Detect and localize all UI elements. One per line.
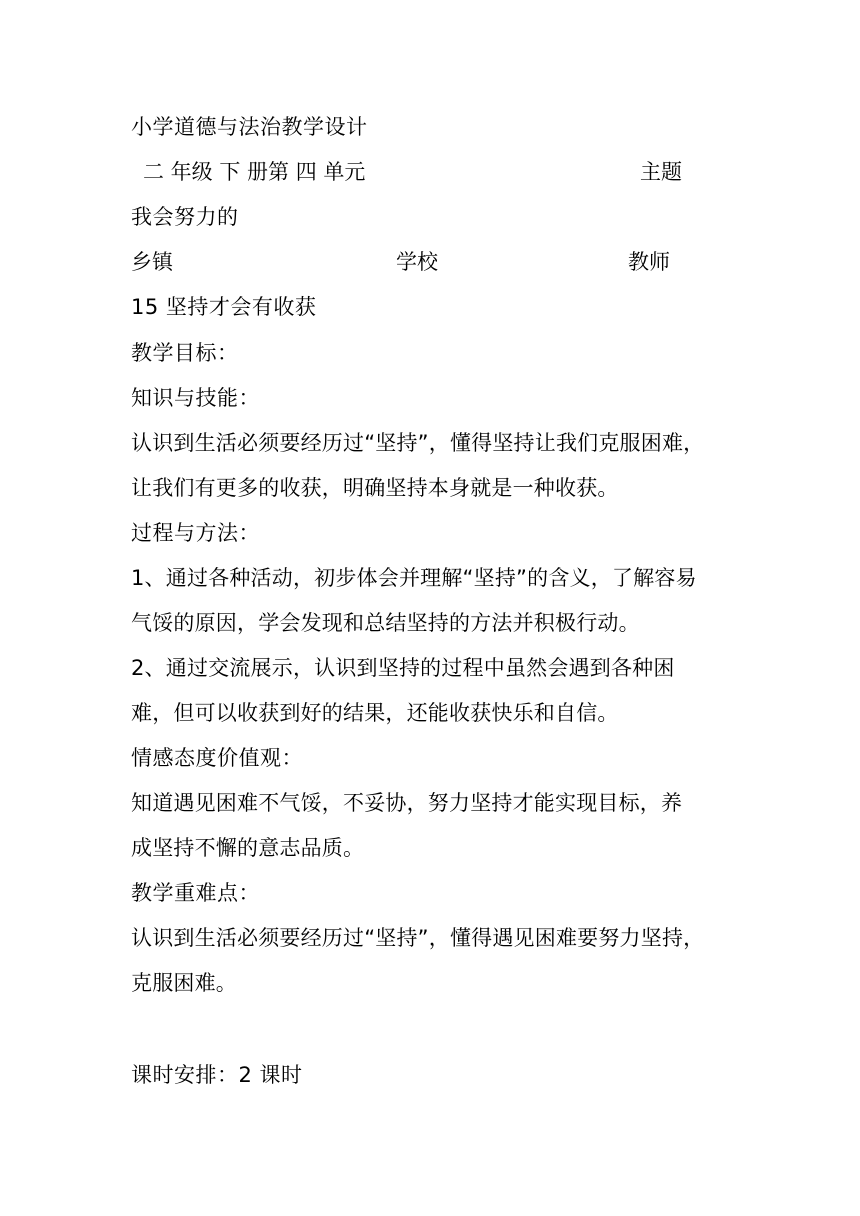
process-item-line: 2、通过交流展示，认识到坚持的过程中虽然会遇到各种困 bbox=[131, 656, 675, 680]
township-label: 乡镇 bbox=[131, 250, 173, 274]
emotion-heading: 情感态度价值观： bbox=[131, 746, 303, 770]
key-points-text-line: 认识到生活必须要经历过“坚持”，懂得遇见困难要努力坚持， bbox=[131, 926, 705, 950]
knowledge-heading: 知识与技能： bbox=[131, 386, 260, 410]
emotion-text-line: 成坚持不懈的意志品质。 bbox=[131, 836, 365, 860]
school-label: 学校 bbox=[396, 250, 438, 274]
knowledge-text-line: 认识到生活必须要经历过“坚持”，懂得坚持让我们克服困难， bbox=[131, 431, 705, 455]
lesson-title: 15 坚持才会有收获 bbox=[131, 295, 317, 319]
knowledge-text-line: 让我们有更多的收获，明确坚持本身就是一种收获。 bbox=[131, 476, 619, 500]
topic-label: 主题 bbox=[640, 160, 682, 184]
document-title: 小学道德与法治教学设计 bbox=[131, 115, 368, 139]
key-points-text-line: 克服困难。 bbox=[131, 971, 237, 995]
teacher-label: 教师 bbox=[628, 250, 670, 274]
process-item-line: 气馁的原因，学会发现和总结坚持的方法并积极行动。 bbox=[131, 611, 640, 635]
process-heading: 过程与方法： bbox=[131, 521, 260, 545]
process-item-line: 难，但可以收获到好的结果，还能收获快乐和自信。 bbox=[131, 701, 619, 725]
objectives-heading: 教学目标： bbox=[131, 341, 239, 365]
process-item-line: 1、通过各种活动，初步体会并理解“坚持”的含义，了解容易 bbox=[131, 566, 697, 590]
topic-value: 我会努力的 bbox=[131, 205, 239, 229]
grade-unit-line: 二 年级 下 册第 四 单元 bbox=[143, 160, 366, 184]
emotion-text-line: 知道遇见困难不气馁，不妥协，努力坚持才能实现目标，养 bbox=[131, 791, 683, 815]
key-points-heading: 教学重难点： bbox=[131, 881, 260, 905]
schedule-line: 课时安排：2 课时 bbox=[131, 1063, 303, 1087]
